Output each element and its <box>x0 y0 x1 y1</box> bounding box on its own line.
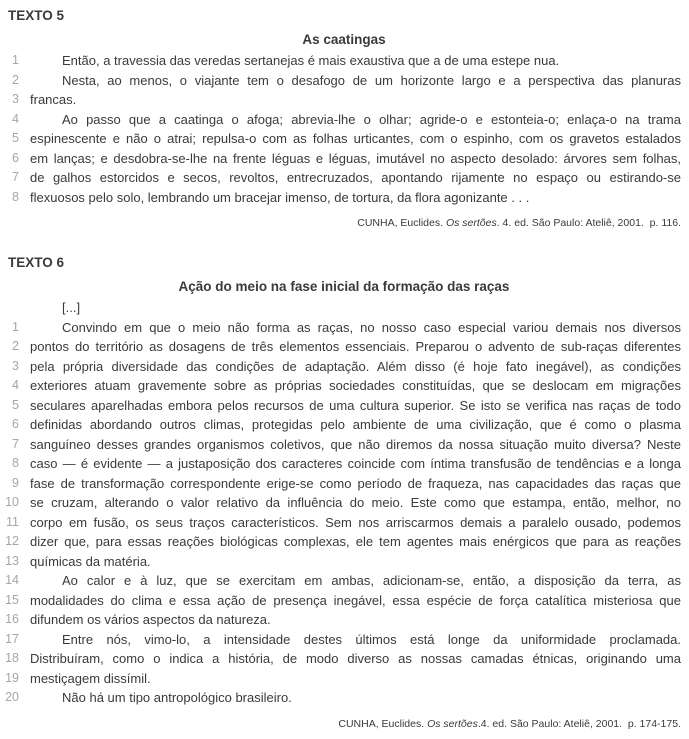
line-number: 6 <box>12 150 19 165</box>
text-line <box>5 610 683 630</box>
line-number: 15 <box>5 592 19 607</box>
line-text: mestiçagem dissímil. <box>30 670 151 686</box>
line-number: 12 <box>5 534 19 548</box>
text-line <box>5 649 683 669</box>
text-line <box>5 454 683 474</box>
text-line <box>5 532 683 552</box>
citation-author: CUNHA, Euclides. <box>357 217 446 229</box>
text-line <box>5 376 683 396</box>
text-line <box>5 149 683 169</box>
line-text: difundem os vários aspectos da natureza. <box>30 612 271 627</box>
text-line <box>5 688 683 708</box>
line-number: 2 <box>12 339 19 353</box>
line-number: 4 <box>12 378 19 392</box>
text-line <box>5 357 683 377</box>
line-text: corpo em fusão, os seus traços característicos. Sem nos arriscarmos demais a paralelo ousado, podemos <box>30 514 681 530</box>
line-text: seculares aparelhadas embora pelos recursos de uma cultura superior. Se isto se verifica nas raças de todo <box>30 397 681 413</box>
citation-work-title: Os sertões <box>427 717 478 730</box>
text-line <box>5 630 683 650</box>
line-number: 6 <box>12 417 19 431</box>
line-number: 8 <box>12 456 19 470</box>
line-text: exteriores atuam gravemente sobre as próprias sociedades constituídas, que se deslocam em migrações <box>30 378 681 393</box>
citation-details: .4. ed. São Paulo: Ateliê, 2001. p. 174-175. <box>477 717 681 730</box>
line-number: 19 <box>5 670 19 685</box>
text-line <box>5 415 683 435</box>
line-number: 3 <box>12 358 19 373</box>
citation <box>5 216 683 230</box>
line-text: espinescente e não o atrai; repulsa-o com as folhas urticantes, com o espinho, com os gravetos estalados <box>30 131 681 146</box>
section-title: As caatingas <box>302 32 386 47</box>
line-number: 2 <box>12 72 19 87</box>
line-number <box>5 298 19 318</box>
line-text: Ao calor e à luz, que se exercitam em ambas, adicionam-se, então, a disposição da terra, as <box>62 573 681 588</box>
line-text: de galhos estorcidos e secos, revoltos, entrecruzados, apontando rijamente no espaço ou estirando-se <box>30 170 681 185</box>
text-line <box>5 493 683 513</box>
line-number: 11 <box>6 514 19 529</box>
text-line <box>5 435 683 455</box>
line-text: sanguíneo desses grandes organismos coletivos, que não diremos da nossa situação muito diversa? Neste <box>30 436 681 452</box>
line-text: Não há um tipo antropológico brasileiro. <box>62 690 292 705</box>
citation-work-title: Os sertões <box>445 217 497 229</box>
text-line <box>5 71 683 91</box>
line-text: flexuosos pelo solo, lembrando um bracejar imenso, de tortura, da flora agonizante . . . <box>30 189 530 205</box>
line-text: Distribuíram, como o indica a história, de modo diverso as nossas camadas étnicas, originando uma <box>30 651 681 666</box>
text-line <box>5 298 683 318</box>
line-text: [...] <box>62 300 81 315</box>
line-number: 13 <box>5 553 19 568</box>
line-text: em lanças; e desdobra-se-lhe na frente léguas e léguas, imutável no aspecto desolado: árvores sem folhas, <box>30 150 681 166</box>
line-text: Nesta, ao menos, o viajante tem o desafogo de um horizonte largo e a perspectiva das planuras <box>62 72 681 88</box>
line-number: 5 <box>12 397 19 412</box>
section-texto-6 <box>5 254 683 731</box>
line-number: 5 <box>12 131 19 145</box>
line-text: pela própria diversidade das condições de adaptação. Além disso (é hoje fato inegável), as condições <box>30 358 681 374</box>
line-number: 14 <box>5 573 19 587</box>
section-title: Ação do meio na fase inicial da formação das raças <box>178 279 510 294</box>
line-number: 7 <box>12 170 19 184</box>
line-text: francas. <box>30 92 77 107</box>
line-text: pontos do território as dosagens de três elementos essenciais. Preparou o advento de sub-raças diferentes <box>30 339 681 354</box>
text-line <box>5 396 683 416</box>
citation-details: . 4. ed. São Paulo: Ateliê, 2001. p. 116. <box>496 217 681 229</box>
line-text: Então, a travessia das veredas sertanejas é mais exaustiva que a de uma estepe nua. <box>62 53 560 68</box>
text-line <box>5 513 683 533</box>
line-text: Entre nós, vimo-lo, a intensidade destes últimos está longe da uniformidade proclamada. <box>62 631 681 647</box>
line-number: 7 <box>12 436 19 451</box>
line-number: 9 <box>12 475 19 490</box>
line-text: definidas abordando outros climas, protegidas pelo ambiente de uma civilização, que é como o plasma <box>30 417 681 432</box>
line-number: 18 <box>5 651 19 665</box>
text-line <box>5 591 683 611</box>
line-number: 1 <box>12 319 19 334</box>
line-number: 4 <box>12 111 19 126</box>
line-text: químicas da matéria. <box>30 553 151 569</box>
section-label: TEXTO 6 <box>8 255 65 270</box>
line-text: se cruzam, alterando o valor relativo da influência do meio. Este como que estampa, então, melhor, no <box>30 495 681 510</box>
line-text: Ao passo que a caatinga o afoga; abrevia-lhe o olhar; agride-o e estonteia-o; enlaça-o na trama <box>62 111 681 127</box>
text-lines <box>5 51 683 207</box>
text-line <box>5 571 683 591</box>
line-number: 3 <box>12 92 19 106</box>
line-number: 8 <box>12 189 19 204</box>
line-text: dizer que, para essas reações biológicas complexas, ele tem agentes mais enérgicos que para as reações <box>30 534 681 549</box>
section-texto-5 <box>5 7 683 230</box>
section-label: TEXTO 5 <box>8 8 65 23</box>
line-number: 17 <box>5 631 19 646</box>
text-line <box>5 318 683 338</box>
line-text: modalidades do clima e essa ação de presença inegável, essa espécie de força catalítica misteriosa que <box>30 592 681 608</box>
text-lines <box>5 298 683 708</box>
line-number: 20 <box>5 690 19 704</box>
text-line <box>5 474 683 494</box>
line-number: 16 <box>5 612 19 626</box>
text-line <box>5 188 683 208</box>
citation <box>5 717 683 731</box>
text-line <box>5 90 683 110</box>
text-line <box>5 337 683 357</box>
line-text: fase de transformação correspondente erige-se como período de fraqueza, nas capacidades das raças que <box>30 475 681 491</box>
line-number: 10 <box>5 495 19 509</box>
text-line <box>5 110 683 130</box>
line-number: 1 <box>12 53 19 67</box>
line-text: caso — é evidente — a justaposição dos caracteres coincide com íntima transfusão de tendências e a longa <box>30 456 681 471</box>
citation-author: CUNHA, Euclides. <box>338 717 428 730</box>
text-line <box>5 669 683 689</box>
text-line <box>5 51 683 71</box>
text-line <box>5 552 683 572</box>
line-text: Convindo em que o meio não forma as raças, no nosso caso especial variou demais nos diversos <box>62 319 681 335</box>
text-line <box>5 168 683 188</box>
text-line <box>5 129 683 149</box>
